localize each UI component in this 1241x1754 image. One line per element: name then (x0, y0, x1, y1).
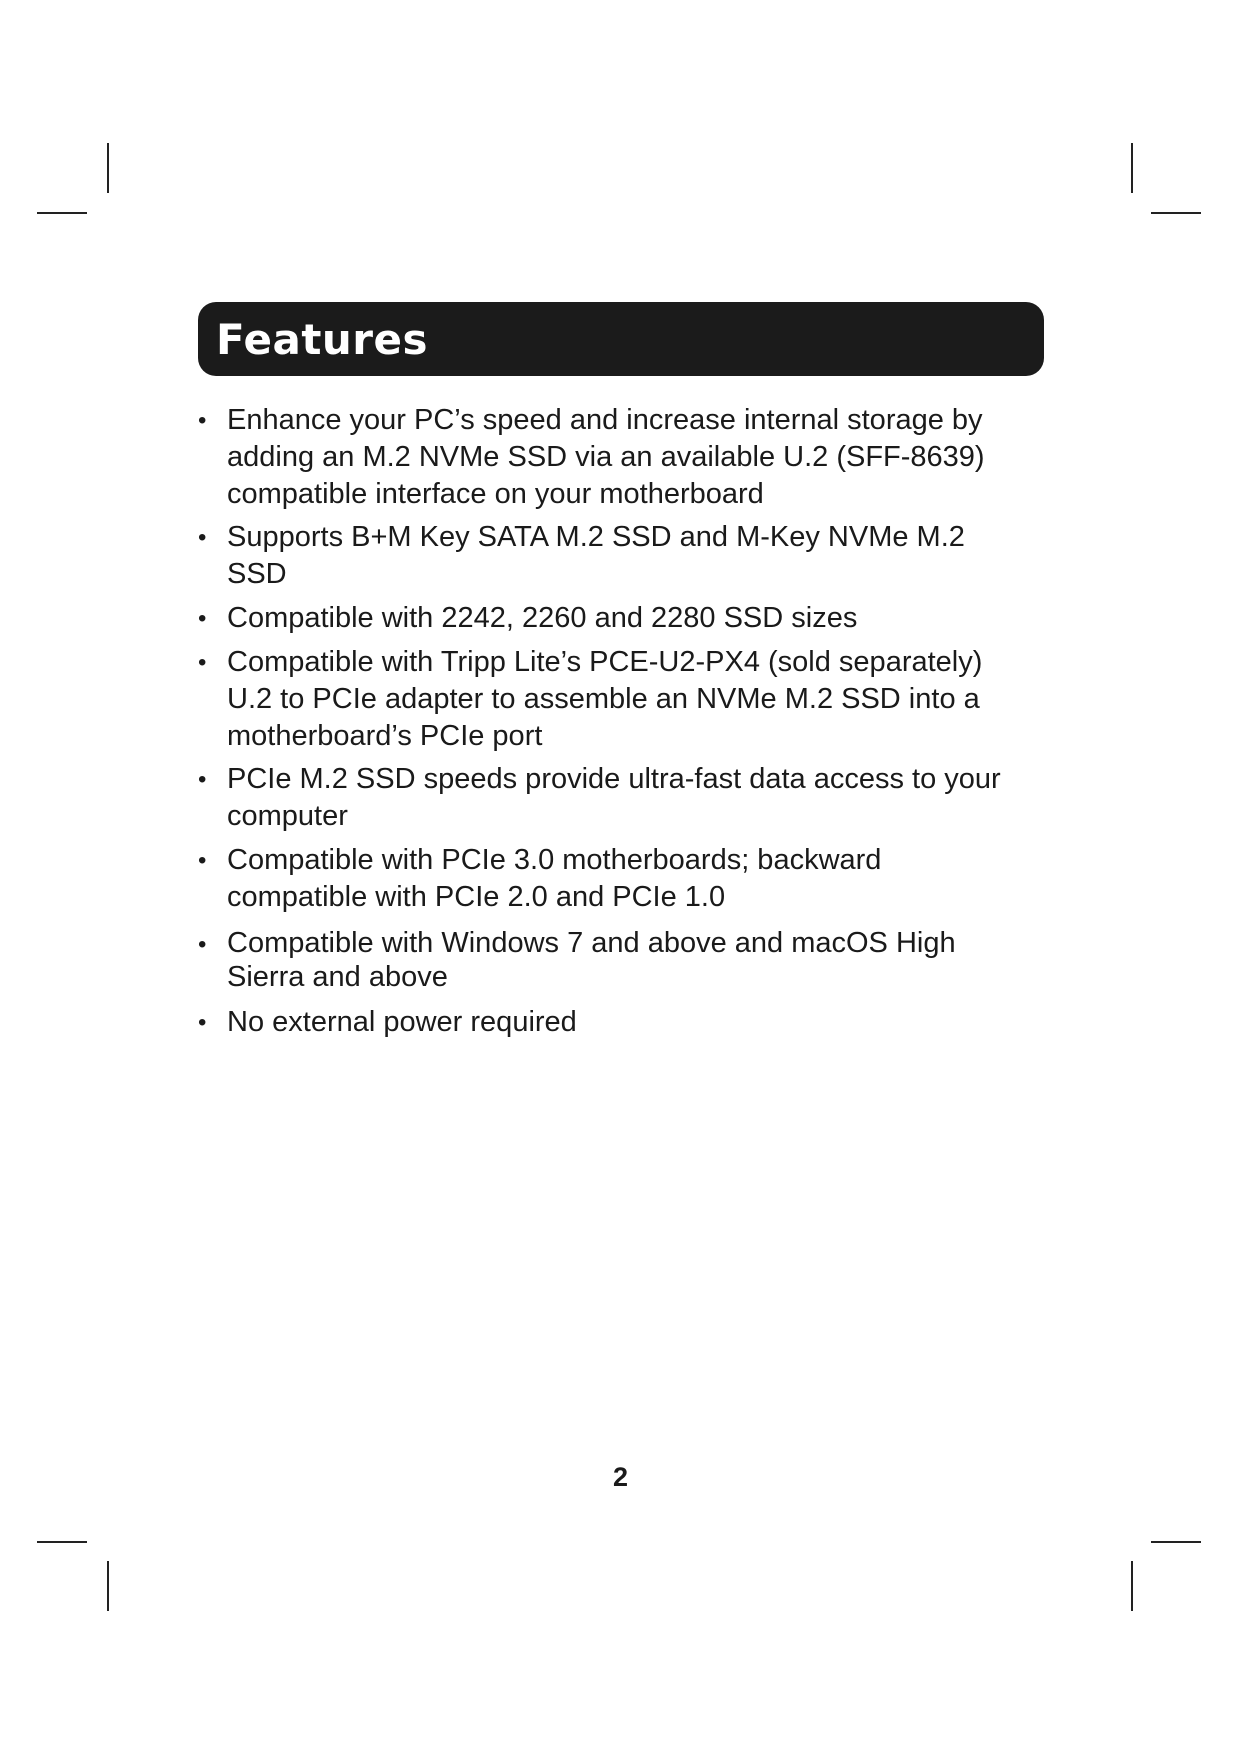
feature-item (198, 600, 1027, 637)
crop-mark-bottom-left-horizontal (37, 1541, 87, 1543)
crop-mark-top-right-vertical (1131, 143, 1133, 193)
page-number: 2 (612, 1462, 629, 1492)
feature-text: Compatible with Windows 7 and above and macOS High Sierra and above (227, 927, 956, 993)
feature-text: No external power required (227, 1006, 577, 1038)
crop-mark-top-right-horizontal (1151, 212, 1201, 214)
crop-mark-bottom-right-vertical (1131, 1561, 1133, 1611)
bullet-icon: • (198, 605, 207, 632)
feature-item (198, 761, 1077, 835)
feature-item (198, 519, 1027, 593)
feature-item (198, 842, 947, 916)
bullet-icon: • (198, 524, 207, 551)
bullet-icon: • (198, 766, 207, 793)
feature-item (198, 1004, 1027, 1041)
feature-text: Supports B+M Key SATA M.2 SSD and M-Key NVMe M.2 SSD (227, 521, 965, 590)
crop-mark-bottom-left-vertical (107, 1561, 109, 1611)
feature-text: Compatible with 2242, 2260 and 2280 SSD sizes (227, 602, 858, 634)
bullet-icon: • (198, 649, 207, 676)
bullet-icon: • (198, 847, 207, 874)
feature-item (198, 402, 1027, 513)
feature-item (198, 644, 1027, 755)
bullet-icon: • (198, 1009, 207, 1036)
features-header-bar (198, 302, 1044, 376)
crop-mark-top-left-horizontal (37, 212, 87, 214)
crop-mark-bottom-right-horizontal (1151, 1541, 1201, 1543)
feature-text: Compatible with PCIe 3.0 motherboards; backward compatible with PCIe 2.0 and PCIe 1.0 (227, 844, 882, 913)
feature-text: Compatible with Tripp Lite’s PCE-U2-PX4 (sold separately) U.2 to PCIe adapter to assemble an NVMe M.2 SSD into a motherboard’s PCIe port (227, 646, 983, 752)
feature-text: Enhance your PC’s speed and increase internal storage by adding an M.2 NVMe SSD via an available U.2 (SFF-8639) compatible interface on your motherboard (227, 404, 985, 510)
bullet-icon: • (198, 407, 207, 434)
crop-mark-top-left-vertical (107, 143, 109, 193)
feature-item (198, 926, 1017, 994)
feature-list (198, 402, 1058, 1041)
bullet-icon: • (198, 931, 207, 958)
section-title: Features (216, 314, 428, 364)
feature-text: PCIe M.2 SSD speeds provide ultra-fast data access to your computer (227, 763, 1001, 832)
